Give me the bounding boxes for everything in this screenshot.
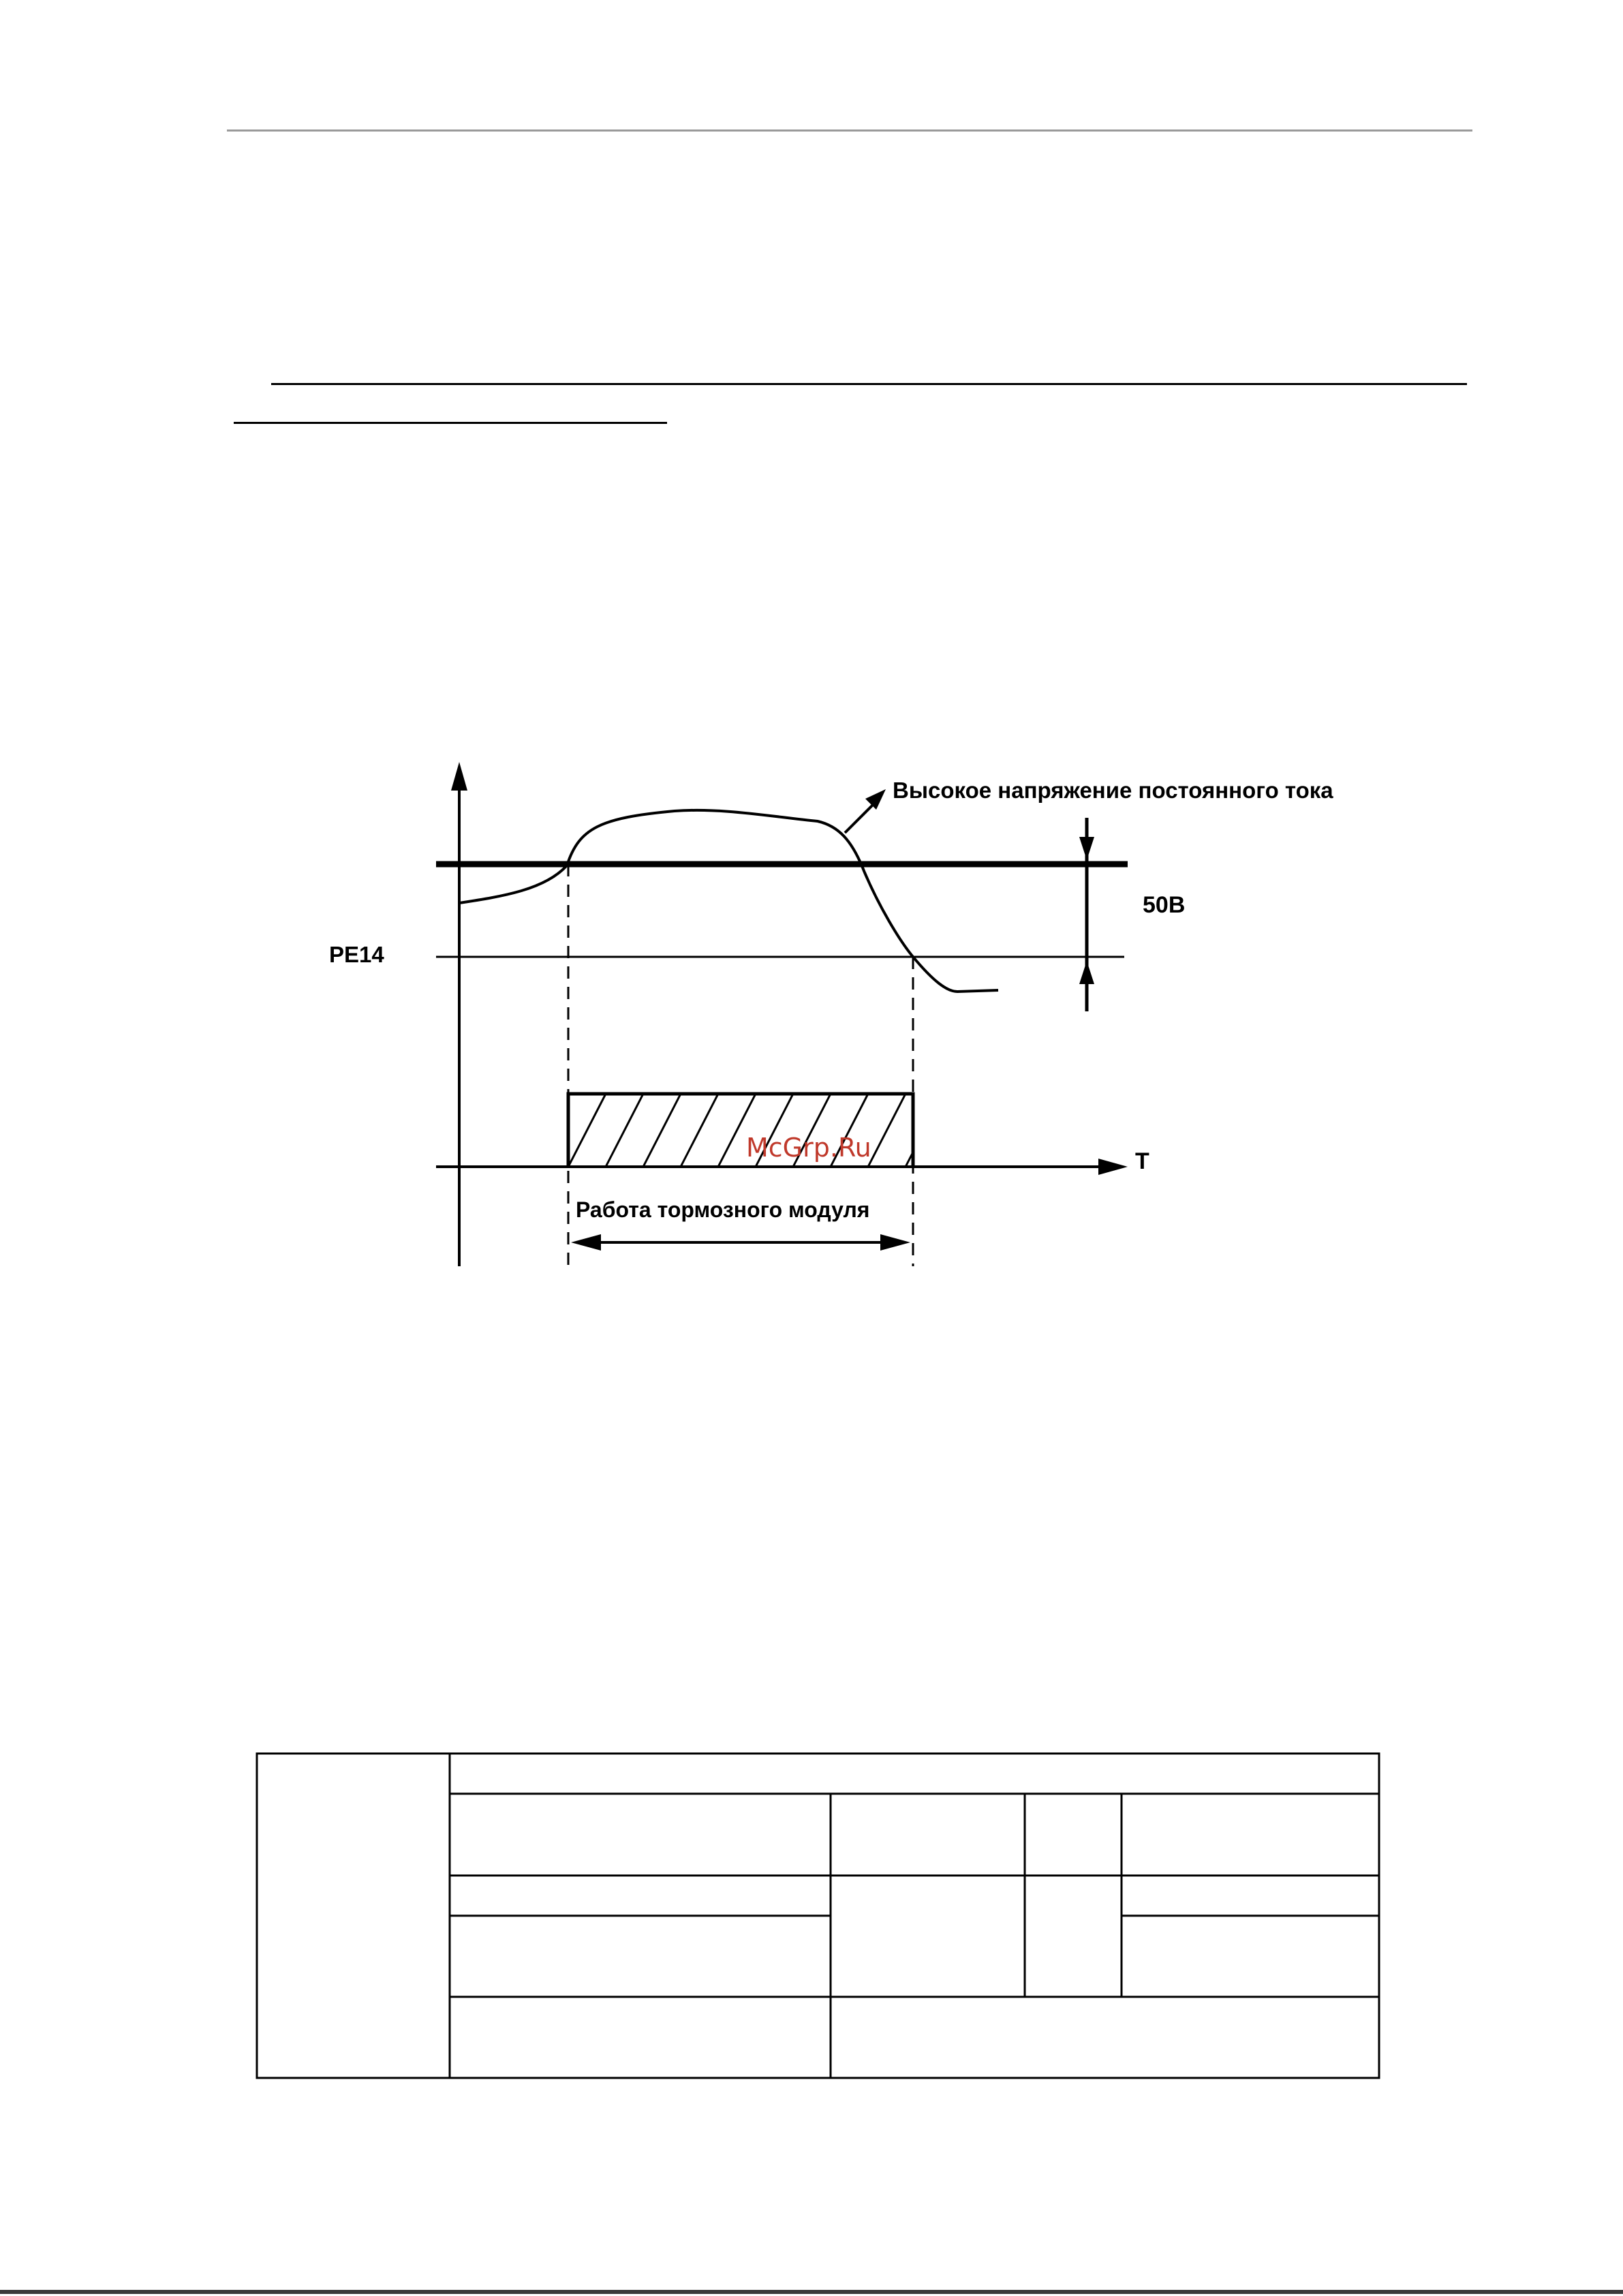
dc-voltage-label: Высокое напряжение постоянного тока — [893, 778, 1333, 803]
time-axis-label: T — [1135, 1148, 1149, 1174]
braking-label: Работа тормозного модуля — [576, 1197, 870, 1222]
footer-bar — [0, 2290, 1623, 2294]
watermark: McGrp.Ru — [746, 1133, 871, 1163]
delta-label: 50В — [1143, 892, 1186, 918]
threshold-label: РЕ14 — [329, 942, 384, 967]
